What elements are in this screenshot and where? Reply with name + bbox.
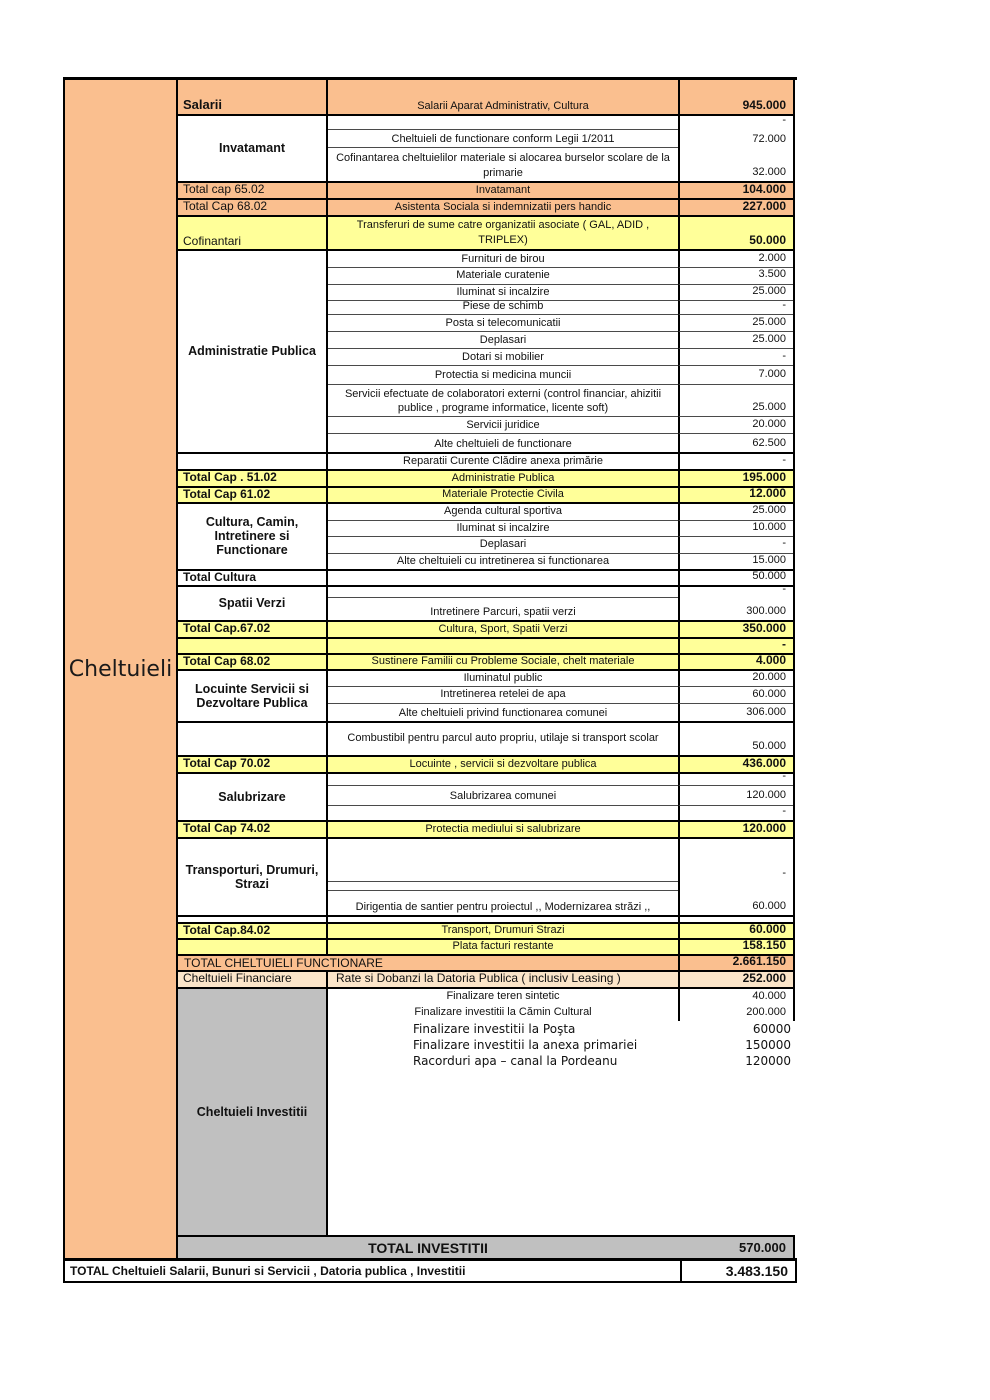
budget-subrows — [328, 774, 793, 820]
row-value: - — [678, 301, 793, 315]
row-desc: Materiale curatenie — [328, 268, 678, 285]
budget-subrow — [328, 504, 793, 521]
row-desc — [328, 774, 678, 786]
row-value: 436.000 — [678, 757, 793, 772]
row-value: 25.000 — [678, 285, 793, 302]
budget-row — [178, 774, 795, 822]
investment-line — [328, 1053, 795, 1069]
row-label: TOTAL INVESTITII — [368, 1239, 488, 1256]
row-desc: Intretinerea retelei de apa — [328, 687, 678, 703]
row-desc: Locuinte , servicii si dezvoltare publica — [328, 757, 678, 772]
budget-row — [178, 488, 795, 504]
row-value: 3.500 — [678, 268, 793, 285]
line-text: Finalizare investitii la Poşta — [413, 1022, 576, 1036]
budget-subrow — [328, 385, 793, 418]
budget-table — [63, 77, 797, 1283]
row-value: 195.000 — [678, 471, 793, 486]
row-value: 10.000 — [678, 521, 793, 538]
row-value: 4.000 — [678, 655, 793, 669]
budget-rows — [178, 80, 795, 1258]
row-label: Salubrizare — [178, 774, 328, 820]
budget-subrow — [328, 806, 793, 820]
row-value: 7.000 — [678, 366, 793, 385]
row-value: 60.000 — [678, 687, 793, 703]
budget-subrow — [328, 687, 793, 703]
row-value: - — [678, 639, 793, 653]
budget-subrow — [328, 116, 793, 130]
row-desc: Salubrizarea comunei — [328, 786, 678, 805]
investments-label-cell — [178, 989, 328, 1235]
row-label: TOTAL CHELTUIELI FUNCTIONARE — [178, 956, 678, 970]
row-desc — [328, 839, 678, 882]
budget-row — [178, 757, 795, 774]
budget-subrow — [328, 349, 793, 366]
row-value: 12.000 — [678, 488, 793, 502]
investments-empty-area — [328, 1069, 795, 1235]
row-value: 570.000 — [739, 1240, 786, 1255]
row-desc — [328, 571, 678, 585]
budget-subrows — [328, 116, 793, 181]
row-label: Total Cap 61.02 — [178, 488, 328, 502]
row-value: 300.000 — [678, 598, 793, 620]
row-desc: Iluminat si incalzire — [328, 285, 678, 302]
budget-subrow — [328, 268, 793, 285]
row-label — [178, 639, 328, 653]
row-desc: Posta si telecomunicatii — [328, 315, 678, 332]
row-label: Transporturi, Drumuri, Strazi — [178, 839, 328, 915]
budget-row — [178, 839, 795, 917]
row-desc: Dotari si mobilier — [328, 349, 678, 366]
budget-subrow — [328, 301, 793, 315]
investment-row — [328, 1005, 795, 1021]
budget-row — [178, 917, 795, 924]
budget-row — [178, 587, 795, 622]
row-value: 158.150 — [678, 940, 793, 954]
budget-row — [178, 655, 795, 671]
row-value: - — [678, 806, 793, 820]
table-upper — [65, 80, 797, 1258]
row-value: 50.000 — [678, 723, 793, 755]
row-value: 2.661.150 — [678, 956, 793, 970]
row-value: 945.000 — [678, 80, 793, 114]
row-desc — [328, 116, 678, 130]
row-label: Cofinantari — [178, 217, 328, 249]
row-label: Total Cap 70.02 — [178, 757, 328, 772]
row-value: 25.000 — [678, 504, 793, 521]
row-label: Cheltuieli Financiare — [178, 972, 328, 987]
row-label: Invatamant — [178, 116, 328, 181]
row-label: Spatii Verzi — [178, 587, 328, 620]
row-value — [678, 917, 793, 922]
budget-subrow — [328, 704, 793, 721]
budget-subrows — [328, 454, 793, 469]
row-desc: Furnituri de birou — [328, 251, 678, 268]
budget-row — [178, 200, 795, 217]
row-desc: Finalizare teren sintetic — [446, 990, 560, 1003]
row-value: 20.000 — [678, 671, 793, 687]
budget-row — [178, 504, 795, 571]
row-value: 25.000 — [678, 332, 793, 349]
row-desc: Invatamant — [328, 183, 678, 198]
row-label: Administratie Publica — [178, 251, 328, 452]
row-label: Total Cultura — [178, 571, 328, 585]
row-desc: Asistenta Sociala si indemnizatii pers handic — [328, 200, 678, 215]
row-desc: Cheltuieli de functionare conform Legii 1/2011 — [328, 130, 678, 148]
row-value: - — [678, 116, 793, 130]
row-desc: Rate si Dobanzi la Datoria Publica ( inclusiv Leasing ) — [328, 972, 678, 987]
row-value: 50.000 — [678, 571, 793, 585]
row-value: 40.000 — [678, 989, 793, 1005]
budget-subrows — [328, 587, 793, 620]
row-desc: Finalizare investitii la Cămin Cultural — [414, 1006, 592, 1019]
row-label: Total Cap . 51.02 — [178, 471, 328, 486]
budget-row — [178, 251, 795, 454]
budget-row — [178, 471, 795, 488]
budget-subrow — [328, 786, 793, 805]
row-desc: Dirigentia de santier pentru proiectul ,, Modernizarea străzi ,, — [355, 900, 651, 913]
row-desc: Protectia mediului si salubrizare — [328, 822, 678, 837]
row-desc: Piese de schimb — [328, 301, 678, 315]
budget-subrow — [328, 671, 793, 687]
row-desc: Iluminatul public — [328, 671, 678, 687]
row-value: 15.000 — [678, 554, 793, 570]
row-desc — [328, 587, 678, 598]
row-value: - — [678, 774, 793, 786]
investments-content — [328, 989, 795, 1235]
row-value: 50.000 — [678, 217, 793, 249]
row-desc: Servicii juridice — [328, 417, 678, 434]
budget-subrows — [328, 251, 793, 452]
row-value: 306.000 — [678, 704, 793, 721]
row-desc: Plata facturi restante — [328, 940, 678, 954]
budget-row — [178, 571, 795, 587]
budget-row — [178, 972, 795, 989]
row-value: 227.000 — [678, 200, 793, 215]
total-investments-row — [178, 1237, 795, 1258]
row-value: 20.000 — [678, 417, 793, 434]
budget-subrow — [328, 891, 793, 915]
budget-row — [178, 80, 795, 116]
row-value: 25.000 — [678, 385, 793, 418]
row-label — [178, 723, 328, 755]
row-label: Total Cap.84.02 — [178, 924, 328, 938]
budget-row — [178, 924, 795, 940]
budget-subrow — [328, 537, 793, 554]
row-desc: Alte cheltuieli cu intretinerea si functionarea — [396, 554, 610, 567]
row-value: 104.000 — [678, 183, 793, 198]
row-desc: Transferuri de sume catre organizatii asociate ( GAL, ADID , TRIPLEX) — [328, 217, 678, 249]
row-value: 25.000 — [678, 315, 793, 332]
investments-label: Cheltuieli Investitii — [196, 1105, 308, 1119]
row-desc: Agenda cultural sportiva — [328, 504, 678, 521]
row-label: Total Cap 68.02 — [178, 200, 328, 215]
budget-subrow — [328, 251, 793, 268]
investments-block — [178, 989, 795, 1237]
row-label: Total Cap 74.02 — [178, 822, 328, 837]
budget-row — [178, 183, 795, 200]
row-value: 60.000 — [678, 924, 793, 938]
budget-row — [178, 671, 795, 723]
row-label: Total cap 65.02 — [178, 183, 328, 198]
side-category-cell — [65, 80, 178, 1258]
row-label: Locuinte Servicii si Dezvoltare Publica — [178, 671, 328, 721]
row-value: 60.000 — [678, 891, 793, 915]
row-desc: Sustinere Familii cu Probleme Sociale, chelt materiale — [328, 655, 678, 669]
row-desc: Alte cheltuieli de functionare — [434, 437, 572, 450]
row-desc: Transport, Drumuri Strazi — [328, 924, 678, 938]
line-value: 120000 — [745, 1054, 791, 1068]
row-value: 120.000 — [678, 786, 793, 805]
row-desc: Cofinantarea cheltuielilor materiale si alocarea burselor scolare de la primarie — [336, 152, 670, 179]
row-desc: Salarii Aparat Administrativ, Cultura — [328, 80, 678, 114]
row-desc: Iluminat si incalzire — [328, 521, 678, 538]
budget-row — [178, 217, 795, 251]
row-value: - — [678, 454, 793, 469]
budget-row — [178, 822, 795, 839]
row-desc: Protectia si medicina muncii — [328, 366, 678, 385]
row-label: Total Cap 68.02 — [178, 655, 328, 669]
row-value: 32.000 — [678, 148, 793, 181]
row-desc — [328, 917, 678, 922]
row-desc: Deplasari — [328, 537, 678, 554]
budget-subrow — [328, 521, 793, 538]
row-label: Salarii — [178, 80, 328, 114]
row-desc: Deplasari — [328, 332, 678, 349]
row-label: Total Cap.67.02 — [178, 622, 328, 637]
budget-subrow — [328, 130, 793, 148]
budget-subrow — [328, 598, 793, 620]
row-value: 120.000 — [678, 822, 793, 837]
budget-subrow — [328, 315, 793, 332]
budget-row — [178, 622, 795, 639]
investment-line — [328, 1021, 795, 1037]
row-desc — [328, 639, 678, 653]
budget-subrow — [328, 454, 793, 469]
row-value: 350.000 — [678, 622, 793, 637]
row-desc: Intretinere Parcuri, spatii verzi — [430, 605, 576, 618]
budget-subrows — [328, 839, 793, 915]
row-value: 2.000 — [678, 251, 793, 268]
row-desc: Reparatii Curente Clădire anexa primărie — [403, 454, 603, 467]
investment-line — [328, 1037, 795, 1053]
row-desc: Materiale Protectie Civila — [328, 488, 678, 502]
budget-subrow — [328, 587, 793, 598]
grand-total-row — [65, 1258, 797, 1281]
budget-row — [178, 940, 795, 956]
budget-subrow — [328, 839, 793, 882]
budget-subrow — [328, 417, 793, 434]
budget-subrow — [328, 434, 793, 452]
budget-row — [178, 956, 795, 972]
row-value: 3.483.150 — [680, 1261, 795, 1281]
row-desc — [328, 882, 678, 891]
budget-subrows — [328, 504, 793, 569]
budget-row — [178, 116, 795, 183]
row-value: - — [678, 349, 793, 366]
line-value: 60000 — [752, 1022, 791, 1036]
budget-subrow — [328, 882, 793, 891]
row-desc: Cultura, Sport, Spatii Verzi — [328, 622, 678, 637]
line-value: 150000 — [745, 1038, 791, 1052]
budget-subrow — [328, 332, 793, 349]
budget-row — [178, 639, 795, 655]
row-label — [178, 917, 328, 922]
row-label — [178, 454, 328, 469]
row-value: 200.000 — [678, 1005, 793, 1021]
row-value: 72.000 — [678, 130, 793, 148]
budget-subrows — [328, 671, 793, 721]
row-value: 62.500 — [678, 434, 793, 452]
row-label: TOTAL Cheltuieli Salarii, Bunuri si Servicii , Datoria publica , Investitii — [70, 1264, 466, 1278]
budget-subrow — [328, 366, 793, 385]
budget-subrow — [328, 148, 793, 181]
row-label — [178, 940, 328, 954]
row-value: - — [678, 587, 793, 598]
row-desc: Servicii efectuate de colaboratori externi (control financiar, ahizitii publice , programe informatice, licente soft) — [328, 385, 678, 418]
row-value: - — [678, 537, 793, 554]
budget-subrow — [328, 554, 793, 570]
budget-subrow — [328, 774, 793, 786]
row-value — [678, 882, 793, 891]
row-value: 252.000 — [678, 972, 793, 987]
budget-subrow — [328, 285, 793, 302]
row-label: Cultura, Camin, Intretinere si Functionare — [178, 504, 328, 569]
row-value: - — [678, 839, 793, 882]
investment-row — [328, 989, 795, 1005]
row-desc: Administratie Publica — [328, 471, 678, 486]
row-desc: Alte cheltuieli privind functionarea comunei — [398, 706, 608, 719]
budget-row — [178, 454, 795, 471]
budget-row — [178, 723, 795, 757]
line-text: Racorduri apa – canal la Pordeanu — [413, 1054, 618, 1068]
row-desc — [328, 806, 678, 820]
line-text: Finalizare investitii la anexa primariei — [413, 1038, 638, 1052]
side-category-label: Cheltuieli — [68, 656, 173, 682]
row-desc: Combustibil pentru parcul auto propriu, utilaje si transport scolar — [328, 723, 678, 755]
